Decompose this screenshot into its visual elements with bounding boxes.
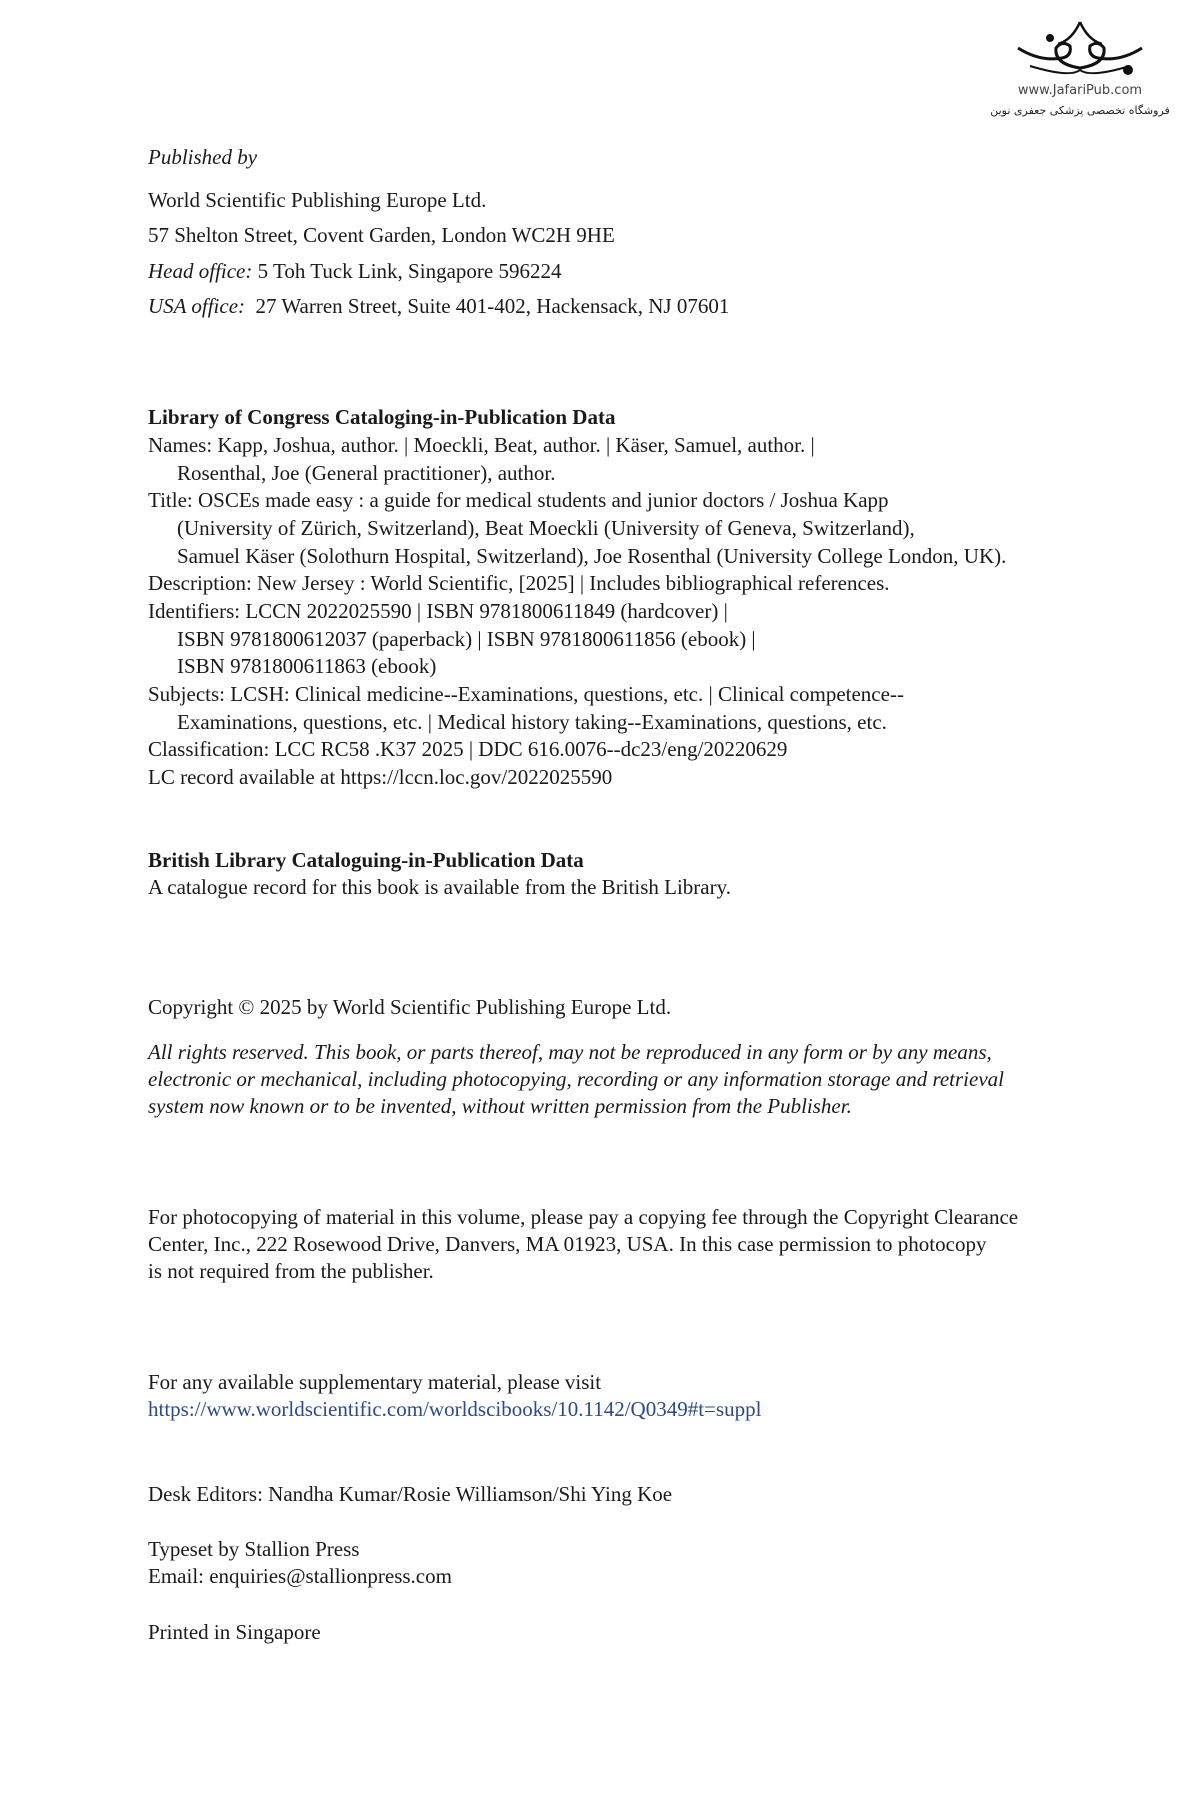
loc-line: (University of Zürich, Switzerland), Beat Moeckli (University of Geneva, Switzerland), (177, 516, 915, 540)
jafaripub-logo (990, 18, 1170, 117)
published-by-label: Published by (148, 145, 258, 169)
loc-line: Rosenthal, Joe (General practitioner), author. (177, 461, 556, 485)
copyright-line: Copyright © 2025 by World Scientific Publishing Europe Ltd. (148, 995, 672, 1019)
photocopy-line: is not required from the publisher. (148, 1259, 434, 1283)
supplementary-text: For any available supplementary material, please visit (148, 1370, 602, 1394)
rights-line: electronic or mechanical, including photocopying, recording or any information storage and retrieval (148, 1067, 1004, 1091)
loc-line: Examinations, questions, etc. | Medical history taking--Examinations, questions, etc. (177, 710, 887, 734)
publisher-address: 57 Shelton Street, Covent Garden, London WC2H 9HE (148, 223, 615, 247)
loc-line: ISBN 9781800612037 (paperback) | ISBN 9781800611856 (ebook) | (177, 627, 756, 651)
photocopy-line: Center, Inc., 222 Rosewood Drive, Danvers, MA 01923, USA. In this case permission to photocopy (148, 1232, 987, 1256)
email: Email: enquiries@stallionpress.com (148, 1564, 452, 1588)
head-office (148, 258, 561, 284)
logo-url: www.JafariPub.com (1017, 83, 1143, 98)
loc-line: Classification: LCC RC58 .K37 2025 | DDC 616.0076--dc23/eng/20220629 (148, 737, 788, 761)
loc-line: Identifiers: LCCN 2022025590 | ISBN 9781800611849 (hardcover) | (148, 599, 728, 623)
rights-line: All rights reserved. This book, or parts thereof, may not be reproduced in any form or by any means, (148, 1040, 992, 1064)
rights-line: system now known or to be invented, without written permission from the Publisher. (148, 1094, 852, 1118)
loc-heading: Library of Congress Cataloging-in-Publication Data (148, 405, 616, 429)
calligraphy-logo-icon (1010, 18, 1150, 80)
head-office-value: 5 Toh Tuck Link, Singapore 596224 (257, 259, 562, 283)
publisher-name: World Scientific Publishing Europe Ltd. (148, 188, 487, 212)
printed-in: Printed in Singapore (148, 1620, 321, 1644)
photocopy-line: For photocopying of material in this volume, please pay a copying fee through the Copyright Clearance (148, 1205, 1019, 1229)
loc-line: Names: Kapp, Joshua, author. | Moeckli, Beat, author. | Käser, Samuel, author. | (148, 433, 815, 457)
usa-office (148, 293, 729, 319)
usa-office-value: 27 Warren Street, Suite 401-402, Hackensack, NJ 07601 (255, 294, 730, 318)
loc-line: Subjects: LCSH: Clinical medicine--Examinations, questions, etc. | Clinical competence-- (148, 682, 904, 706)
usa-office-label: USA office: (148, 294, 246, 318)
logo-tagline: فروشگاه تخصصی پزشکی جعفری نوین (990, 104, 1170, 117)
bl-heading: British Library Cataloguing-in-Publication Data (148, 848, 584, 872)
loc-line: ISBN 9781800611863 (ebook) (177, 654, 437, 678)
loc-line: Description: New Jersey : World Scientific, [2025] | Includes bibliographical references. (148, 571, 890, 595)
desk-editors: Desk Editors: Nandha Kumar/Rosie Williamson/Shi Ying Koe (148, 1482, 673, 1506)
loc-line: Title: OSCEs made easy : a guide for medical students and junior doctors / Joshua Kapp (148, 488, 889, 512)
bl-text: A catalogue record for this book is available from the British Library. (148, 875, 731, 899)
loc-line: LC record available at https://lccn.loc.gov/2022025590 (148, 765, 613, 789)
typeset-by: Typeset by Stallion Press (148, 1537, 360, 1561)
loc-line: Samuel Käser (Solothurn Hospital, Switzerland), Joe Rosenthal (University College London, UK). (177, 544, 1007, 568)
head-office-label: Head office: (148, 259, 253, 283)
supplementary-link[interactable]: https://www.worldscientific.com/worldscibooks/10.1142/Q0349#t=suppl (148, 1397, 762, 1421)
